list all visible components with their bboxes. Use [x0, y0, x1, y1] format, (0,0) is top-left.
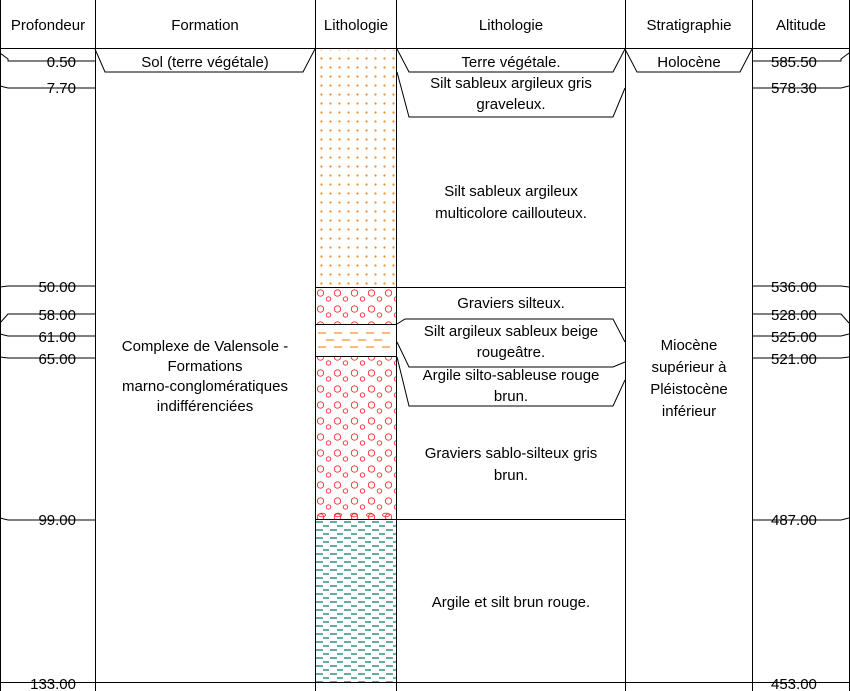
layer-gravel-upper	[316, 288, 396, 324]
altitude-labels	[771, 54, 817, 691]
depth-label: 58.00	[38, 307, 76, 324]
stratigraphy-main-line: Pléistocène	[650, 381, 728, 398]
depth-label: 7.70	[46, 80, 76, 97]
desc-text: Graviers silteux.	[457, 295, 565, 312]
depth-label: 99.00	[38, 512, 76, 529]
stratigraphy-main-line: inférieur	[661, 403, 717, 420]
desc-text: Silt sableux argileux	[444, 183, 578, 200]
formation-main-line: Complexe de Valensole -	[121, 338, 289, 355]
desc-text: Argile et silt brun rouge.	[431, 594, 591, 611]
altitude-label: 453.00	[771, 676, 817, 691]
desc-text: brun.	[493, 388, 529, 405]
depth-label: 65.00	[38, 351, 76, 368]
layer-gravel-lower	[316, 357, 396, 519]
altitude-label: 521.00	[771, 351, 817, 368]
stratigraphy-column	[625, 49, 752, 420]
formation-main-line: indifférenciées	[156, 398, 254, 415]
header-lithology-text: Lithologie	[478, 17, 544, 34]
depth-label: 133.00	[30, 676, 76, 691]
formation-main-line: Formations	[167, 358, 243, 375]
lithology-column	[315, 50, 397, 682]
desc-text: Argile silto-sableuse rouge	[422, 367, 600, 384]
header-depth: Profondeur	[10, 17, 86, 34]
stratigraphy-main-line: Miocène	[660, 337, 718, 354]
desc-text: Silt argileux sableux beige	[423, 323, 599, 340]
desc-text: Graviers sablo-silteux gris	[424, 445, 598, 462]
altitude-label: 585.50	[771, 54, 817, 71]
desc-text: Silt sableux argileux gris	[430, 75, 592, 92]
desc-text: rougeâtre.	[476, 344, 546, 361]
formation-main	[122, 338, 288, 415]
formation-main-line: marno-conglomératiques	[122, 378, 288, 395]
altitude-label: 528.00	[771, 307, 817, 324]
header-formation: Formation	[171, 17, 239, 34]
stratigraphy-main-line: supérieur à	[651, 359, 727, 376]
desc-text: brun.	[493, 467, 529, 484]
desc-text: graveleux.	[476, 96, 546, 113]
formation-soil-label: Sol (terre végétale)	[141, 54, 269, 71]
layer-clay-silt	[316, 520, 396, 682]
header-lithology-pattern: Lithologie	[323, 17, 389, 34]
altitude-label: 487.00	[771, 512, 817, 529]
formation-column	[95, 49, 315, 415]
depth-labels	[30, 54, 76, 691]
altitude-column	[752, 53, 849, 691]
header-stratigraphy: Stratigraphie	[646, 17, 732, 34]
depth-label: 61.00	[38, 329, 76, 346]
layer-silt-dots	[316, 50, 396, 287]
stratigraphy-holocene: Holocène	[657, 54, 721, 71]
lithology-texts	[423, 54, 600, 611]
altitude-label: 525.00	[771, 329, 817, 346]
stratigraphy-main	[650, 337, 728, 420]
depth-label: 0.50	[46, 54, 76, 71]
header-altitude: Altitude	[775, 17, 827, 34]
altitude-label: 536.00	[771, 279, 817, 296]
desc-text: multicolore caillouteux.	[435, 205, 587, 222]
altitude-label: 578.30	[771, 80, 817, 97]
desc-text: Terre végétale.	[461, 54, 561, 71]
depth-label: 50.00	[38, 279, 76, 296]
layer-clay-silt-dashes	[318, 333, 390, 347]
header-row	[11, 17, 826, 34]
depth-column	[0, 53, 95, 691]
